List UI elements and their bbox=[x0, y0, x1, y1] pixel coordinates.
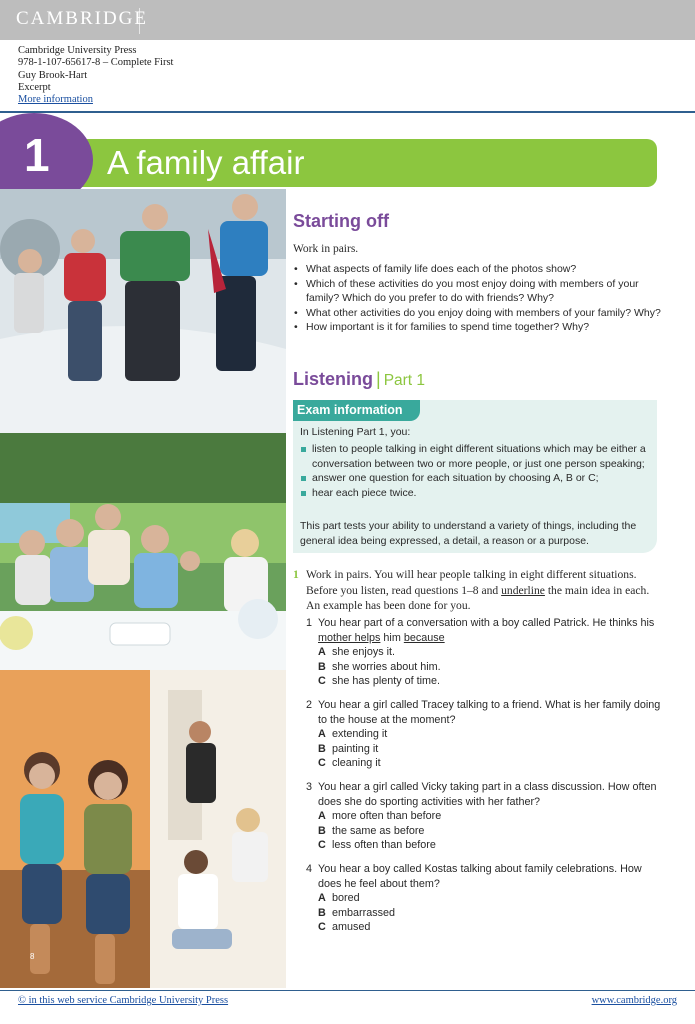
question-1 bbox=[306, 616, 661, 689]
book-meta bbox=[18, 45, 173, 106]
task-1-instructions bbox=[293, 567, 663, 614]
question-number: 1 bbox=[306, 617, 313, 629]
question-2 bbox=[306, 698, 661, 771]
excerpt-line: Excerpt bbox=[18, 81, 51, 93]
answer-option: B the same as before bbox=[318, 824, 425, 837]
page-number: 8 bbox=[30, 952, 35, 961]
footer-divider bbox=[0, 990, 695, 991]
copyright-link[interactable]: © in this web service Cambridge University Press bbox=[18, 995, 229, 1006]
listening-title: Listening bbox=[293, 369, 373, 389]
question-number: 2 bbox=[306, 699, 313, 711]
exam-information-tab: Exam information bbox=[293, 400, 420, 421]
answer-option: B painting it bbox=[318, 742, 379, 755]
isbn-line: 978-1-107-65617-8 – Complete First bbox=[18, 57, 174, 69]
chapter-number: 1 bbox=[24, 129, 50, 181]
task-text: Work in pairs. You will hear people talking in eight different situations. Before you listen, read questions 1–8 and bbox=[306, 568, 637, 597]
answer-option: C cleaning it bbox=[318, 757, 381, 770]
answer-option: C she has plenty of time. bbox=[318, 675, 441, 688]
list-item: • Which of these activities do you most enjoy doing with members of your family? Which do you prefer to do with friends? Why? bbox=[293, 277, 663, 306]
answer-option: C amused bbox=[318, 921, 371, 934]
list-item: listen to people talking in eight different situations which may be either a conversation between two or more people, or just one person speaking; bbox=[300, 442, 650, 471]
answer-option: B embarrassed bbox=[318, 906, 396, 919]
exam-information-points bbox=[300, 442, 650, 500]
chapter-banner bbox=[0, 139, 657, 187]
question-stem: You hear a girl called Tracey talking to a friend. What is her family doing to the house at the moment? bbox=[318, 699, 661, 726]
question-number: 3 bbox=[306, 781, 313, 793]
underlined-phrase: mother helps bbox=[318, 631, 381, 644]
photo-birthday-party bbox=[0, 433, 286, 670]
answer-option: B she worries about him. bbox=[318, 660, 441, 673]
task-text-end: the main idea in each. An example has been done for you. bbox=[306, 583, 650, 612]
exam-information-intro: In Listening Part 1, you: bbox=[300, 426, 411, 438]
question-stem: You hear part of a conversation with a boy called Patrick. He thinks his bbox=[318, 617, 655, 629]
task-underlined-word: underline bbox=[501, 583, 545, 597]
header-bar bbox=[0, 0, 695, 40]
answer-option: A extending it bbox=[318, 728, 388, 741]
underlined-phrase: because bbox=[403, 631, 445, 644]
task-number: 1 bbox=[293, 568, 299, 581]
more-information-link[interactable]: More information bbox=[18, 94, 93, 106]
question-stem: You hear a girl called Vicky taking part in a class discussion. How often does she do sporting activities with her father? bbox=[318, 781, 657, 808]
question-stem-mid: him bbox=[380, 631, 404, 644]
question-3 bbox=[306, 780, 661, 853]
heading-separator: | bbox=[376, 369, 381, 389]
exam-information-outro: This part tests your ability to understand a variety of things, including the general idea being expressed, a detail, a reason or a purpose. bbox=[300, 520, 637, 547]
answer-option: A bored bbox=[318, 892, 360, 905]
list-item: answer one question for each situation by choosing A, B or C; bbox=[300, 471, 650, 486]
starting-off-heading: Starting off bbox=[293, 211, 389, 231]
list-item: • What other activities do you enjoy doing with members of your family? Why? bbox=[293, 306, 663, 321]
question-stem: You hear a boy called Kostas talking about family celebrations. How does he feel about them? bbox=[318, 863, 642, 890]
question-number: 4 bbox=[306, 863, 313, 875]
question-4 bbox=[306, 862, 661, 935]
brand-logo: CAMBRIDGE bbox=[16, 8, 140, 34]
header-divider bbox=[0, 111, 695, 113]
answer-option: A she enjoys it. bbox=[318, 646, 396, 659]
publisher-line: Cambridge University Press bbox=[18, 45, 137, 56]
list-item: hear each piece twice. bbox=[300, 486, 650, 501]
starting-off-intro: Work in pairs. bbox=[293, 243, 359, 255]
answer-option: C less often than before bbox=[318, 839, 436, 852]
author-line: Guy Brook-Hart bbox=[18, 69, 88, 81]
answer-option: A more often than before bbox=[318, 810, 442, 823]
listening-part: Part 1 bbox=[383, 372, 426, 389]
list-item: • What aspects of family life does each of the photos show? bbox=[293, 262, 663, 277]
list-item: • How important is it for families to spend time together? Why? bbox=[293, 320, 663, 335]
photo-home-activities bbox=[0, 670, 286, 988]
photo-ice-skating-family bbox=[0, 189, 286, 433]
chapter-title: A family affair bbox=[107, 144, 305, 181]
starting-off-questions bbox=[293, 262, 663, 335]
website-link[interactable]: www.cambridge.org bbox=[591, 995, 677, 1006]
listening-heading bbox=[293, 369, 425, 390]
